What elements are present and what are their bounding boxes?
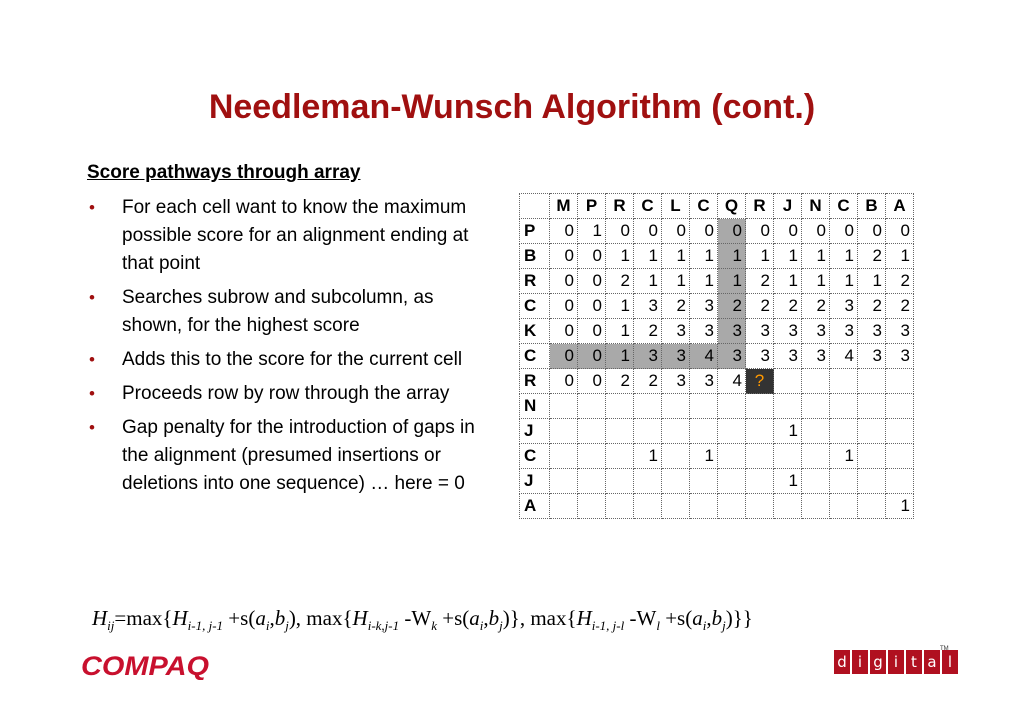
matrix-cell <box>550 419 578 444</box>
bullet-icon: • <box>89 198 95 217</box>
matrix-cell: 1 <box>690 244 718 269</box>
matrix-cell: 0 <box>578 294 606 319</box>
formula-part: )}} <box>725 606 753 630</box>
matrix-cell <box>858 469 886 494</box>
column-header: R <box>606 194 634 219</box>
matrix-cell: 4 <box>830 344 858 369</box>
matrix-cell <box>746 494 774 519</box>
formula-part: i <box>702 618 707 634</box>
matrix-cell: 0 <box>746 219 774 244</box>
compaq-logo-text: COMPAQ <box>81 652 209 680</box>
matrix-cell: 1 <box>606 294 634 319</box>
formula-part: H <box>92 606 108 630</box>
formula-part: k <box>431 618 437 634</box>
matrix-cell <box>690 419 718 444</box>
matrix-cell <box>886 419 914 444</box>
matrix-cell: 3 <box>774 319 802 344</box>
matrix-cell <box>634 419 662 444</box>
matrix-cell: 3 <box>858 344 886 369</box>
highlighted-cell: 2 <box>718 294 746 319</box>
matrix-cell: 1 <box>634 444 662 469</box>
bullet-icon: • <box>89 350 95 369</box>
column-header: M <box>550 194 578 219</box>
matrix-cell: 1 <box>634 244 662 269</box>
formula-part: i-k,j-1 <box>367 618 400 634</box>
matrix-cell: 1 <box>830 444 858 469</box>
matrix-cell <box>802 469 830 494</box>
matrix-cell: 3 <box>746 319 774 344</box>
bullet-icon: • <box>89 288 95 307</box>
matrix-header-row <box>520 194 914 219</box>
formula-part: j <box>285 618 289 634</box>
matrix-cell <box>578 444 606 469</box>
matrix-cell: 3 <box>802 319 830 344</box>
bullet-item <box>87 346 487 374</box>
matrix-cell: 2 <box>606 269 634 294</box>
highlighted-cell: 3 <box>634 344 662 369</box>
matrix-cell: 1 <box>802 244 830 269</box>
digital-logo-letter: g <box>870 650 886 674</box>
matrix-cell: 3 <box>886 319 914 344</box>
current-cell: ? <box>746 369 774 394</box>
row-label: C <box>520 344 550 369</box>
matrix-cell: 0 <box>550 319 578 344</box>
matrix-cell: 2 <box>802 294 830 319</box>
trademark-mark: TM <box>940 646 949 652</box>
matrix-cell: 3 <box>746 344 774 369</box>
digital-logo-letter: a <box>924 650 940 674</box>
bullet-item <box>87 414 487 498</box>
formula-part: -W <box>624 606 657 630</box>
matrix-cell <box>578 469 606 494</box>
matrix-cell: 1 <box>634 269 662 294</box>
column-header: N <box>802 194 830 219</box>
formula-part: i-1, j-l <box>591 618 625 634</box>
formula-part: , <box>483 606 489 630</box>
bullet-item <box>87 194 487 278</box>
matrix-cell <box>746 419 774 444</box>
highlighted-cell: 0 <box>718 219 746 244</box>
slide-title: Needleman-Wunsch Algorithm (cont.) <box>208 88 816 126</box>
matrix-cell: 0 <box>578 244 606 269</box>
highlighted-cell: 4 <box>690 344 718 369</box>
bullet-text: For each cell want to know the maximum possible score for an alignment ending at that point <box>122 197 469 274</box>
digital-logo-letter: t <box>906 650 922 674</box>
matrix-cell <box>718 469 746 494</box>
matrix-cell <box>858 419 886 444</box>
matrix-cell: 1 <box>662 269 690 294</box>
matrix-cell <box>802 494 830 519</box>
formula-part: a <box>692 606 703 630</box>
matrix-cell: 0 <box>550 294 578 319</box>
matrix-cell: 3 <box>802 344 830 369</box>
formula-part: )}, max{ <box>502 606 577 630</box>
matrix-cell <box>746 394 774 419</box>
matrix-cell <box>746 469 774 494</box>
formula-part: i <box>479 618 484 634</box>
matrix-cell: 3 <box>830 319 858 344</box>
matrix-row <box>520 494 914 519</box>
matrix-row <box>520 219 914 244</box>
section-heading: Score pathways through array <box>87 162 361 183</box>
matrix-cell <box>662 494 690 519</box>
matrix-cell: 1 <box>690 269 718 294</box>
matrix-cell: 3 <box>662 369 690 394</box>
highlighted-cell: 0 <box>578 344 606 369</box>
matrix-cell: 2 <box>774 294 802 319</box>
highlighted-cell: 3 <box>662 344 690 369</box>
matrix-cell <box>634 469 662 494</box>
row-label: N <box>520 394 550 419</box>
matrix-cell: 1 <box>774 469 802 494</box>
row-label: B <box>520 244 550 269</box>
formula-part: l <box>656 618 660 634</box>
formula-part: H <box>352 606 368 630</box>
formula-part: H <box>576 606 592 630</box>
matrix-cell <box>550 494 578 519</box>
matrix-cell: 1 <box>774 244 802 269</box>
row-label: C <box>520 294 550 319</box>
matrix-cell: 1 <box>802 269 830 294</box>
highlighted-cell: 3 <box>718 319 746 344</box>
matrix-cell <box>718 394 746 419</box>
highlighted-cell: 3 <box>718 344 746 369</box>
digital-logo-letter: l <box>942 650 958 674</box>
matrix-cell <box>662 444 690 469</box>
matrix-cell <box>830 394 858 419</box>
matrix-cell <box>578 494 606 519</box>
column-header: R <box>746 194 774 219</box>
formula-part: =max{ <box>114 606 173 630</box>
column-header: Q <box>718 194 746 219</box>
matrix-cell <box>774 369 802 394</box>
bullet-text: Gap penalty for the introduction of gaps in the alignment (presumed insertions or deletions into one sequence) … here = 0 <box>122 417 475 494</box>
column-header: C <box>634 194 662 219</box>
matrix-cell: 3 <box>690 369 718 394</box>
matrix-cell: 0 <box>550 369 578 394</box>
bullet-text: Searches subrow and subcolumn, as shown, for the highest score <box>122 287 434 336</box>
formula-part: b <box>488 606 500 630</box>
formula-part: b <box>711 606 723 630</box>
row-label: R <box>520 369 550 394</box>
highlighted-cell: 1 <box>718 269 746 294</box>
row-label: J <box>520 469 550 494</box>
matrix-cell <box>690 494 718 519</box>
formula-part: j <box>499 618 503 634</box>
matrix-cell: 2 <box>662 294 690 319</box>
matrix-row <box>520 294 914 319</box>
matrix-cell <box>690 469 718 494</box>
matrix-row <box>520 244 914 269</box>
matrix-cell: 1 <box>886 244 914 269</box>
matrix-cell <box>830 369 858 394</box>
matrix-cell <box>830 419 858 444</box>
matrix-cell: 3 <box>830 294 858 319</box>
matrix-cell: 2 <box>606 369 634 394</box>
formula-part: +s( <box>659 606 693 630</box>
matrix-cell <box>718 419 746 444</box>
matrix-cell: 1 <box>746 244 774 269</box>
matrix-cell <box>886 369 914 394</box>
matrix-cell: 2 <box>858 244 886 269</box>
matrix-cell: 1 <box>858 269 886 294</box>
matrix-cell <box>718 494 746 519</box>
matrix-row <box>520 394 914 419</box>
matrix-cell <box>858 369 886 394</box>
matrix-cell: 0 <box>634 219 662 244</box>
formula-part: a <box>255 606 266 630</box>
compaq-logo-icon <box>81 652 213 680</box>
matrix-cell <box>690 394 718 419</box>
highlighted-cell: 1 <box>718 244 746 269</box>
matrix-cell: 0 <box>606 219 634 244</box>
formula-part: H <box>172 606 188 630</box>
formula-part: a <box>469 606 480 630</box>
bullet-icon: • <box>89 418 95 437</box>
bullet-list <box>87 194 487 504</box>
matrix-cell: 2 <box>634 319 662 344</box>
matrix-cell: 3 <box>634 294 662 319</box>
matrix-cell: 0 <box>550 219 578 244</box>
compaq-logo <box>81 652 213 685</box>
matrix-cell <box>886 394 914 419</box>
matrix-cell <box>634 394 662 419</box>
matrix-cell: 2 <box>858 294 886 319</box>
matrix-cell: 1 <box>662 244 690 269</box>
digital-logo-letter: d <box>834 650 850 674</box>
matrix-cell: 3 <box>886 344 914 369</box>
matrix-cell <box>662 419 690 444</box>
matrix-cell <box>802 394 830 419</box>
matrix-cell <box>662 469 690 494</box>
matrix-cell: 3 <box>858 319 886 344</box>
matrix-cell <box>774 444 802 469</box>
matrix-cell <box>550 394 578 419</box>
column-header: C <box>830 194 858 219</box>
matrix-cell: 3 <box>690 294 718 319</box>
matrix-row <box>520 269 914 294</box>
matrix-cell <box>718 444 746 469</box>
formula-part: i-1, j-1 <box>187 618 224 634</box>
row-label: R <box>520 269 550 294</box>
digital-logo <box>834 650 960 674</box>
matrix-cell <box>550 444 578 469</box>
matrix-cell <box>774 394 802 419</box>
matrix-cell: 2 <box>746 294 774 319</box>
formula-part: +s( <box>436 606 470 630</box>
digital-logo-letter: i <box>888 650 904 674</box>
matrix-row <box>520 319 914 344</box>
matrix-cell: 3 <box>690 319 718 344</box>
row-label: K <box>520 319 550 344</box>
column-header: J <box>774 194 802 219</box>
matrix-cell: 1 <box>774 269 802 294</box>
matrix-cell: 3 <box>662 319 690 344</box>
matrix-cell <box>802 419 830 444</box>
matrix-cell: 0 <box>578 369 606 394</box>
matrix-cell <box>802 369 830 394</box>
column-header: C <box>690 194 718 219</box>
matrix-cell <box>886 444 914 469</box>
matrix-cell <box>606 444 634 469</box>
matrix-cell: 1 <box>578 219 606 244</box>
matrix-cell <box>858 394 886 419</box>
row-label: A <box>520 494 550 519</box>
matrix-cell <box>830 494 858 519</box>
matrix-row <box>520 344 914 369</box>
digital-logo-letter: i <box>852 650 868 674</box>
matrix-cell: 2 <box>886 294 914 319</box>
column-header: A <box>886 194 914 219</box>
matrix-cell <box>606 469 634 494</box>
formula-part: ), max{ <box>288 606 353 630</box>
matrix-cell <box>774 494 802 519</box>
column-header: B <box>858 194 886 219</box>
matrix-cell: 0 <box>886 219 914 244</box>
row-label: J <box>520 419 550 444</box>
matrix-cell: 2 <box>634 369 662 394</box>
formula-part: , <box>269 606 275 630</box>
matrix-cell: 0 <box>550 269 578 294</box>
matrix-cell: 2 <box>886 269 914 294</box>
matrix-cell: 4 <box>718 369 746 394</box>
matrix-cell <box>606 494 634 519</box>
formula-part: j <box>722 618 726 634</box>
matrix-cell <box>606 394 634 419</box>
matrix-cell: 3 <box>774 344 802 369</box>
row-label: P <box>520 219 550 244</box>
matrix-row <box>520 444 914 469</box>
matrix-cell <box>634 494 662 519</box>
matrix-cell: 0 <box>690 219 718 244</box>
column-header: P <box>578 194 606 219</box>
matrix-cell: 0 <box>578 319 606 344</box>
matrix-cell <box>550 469 578 494</box>
matrix-cell <box>830 469 858 494</box>
highlighted-cell: 1 <box>606 344 634 369</box>
matrix-cell: 0 <box>774 219 802 244</box>
matrix-cell <box>578 419 606 444</box>
matrix-cell: 1 <box>690 444 718 469</box>
matrix-corner-cell <box>520 194 550 219</box>
matrix-cell: 0 <box>578 269 606 294</box>
matrix-cell <box>606 419 634 444</box>
formula-part: ij <box>107 618 115 634</box>
bullet-item <box>87 380 487 408</box>
highlighted-cell: 0 <box>550 344 578 369</box>
formula-part: b <box>274 606 286 630</box>
matrix-cell: 0 <box>858 219 886 244</box>
formula-part: , <box>706 606 712 630</box>
matrix-cell: 0 <box>802 219 830 244</box>
bullet-text: Proceeds row by row through the array <box>122 383 450 404</box>
matrix-cell: 2 <box>746 269 774 294</box>
formula-part: -W <box>399 606 432 630</box>
row-label: C <box>520 444 550 469</box>
matrix-cell <box>662 394 690 419</box>
column-header: L <box>662 194 690 219</box>
recurrence-formula <box>92 606 753 634</box>
bullet-text: Adds this to the score for the current cell <box>122 349 463 370</box>
matrix-cell: 0 <box>550 244 578 269</box>
matrix-cell: 0 <box>830 219 858 244</box>
formula-part: +s( <box>223 606 256 630</box>
score-matrix <box>519 193 914 519</box>
bullet-item <box>87 284 487 340</box>
matrix-cell <box>858 494 886 519</box>
matrix-cell: 1 <box>830 244 858 269</box>
matrix-cell: 1 <box>606 319 634 344</box>
matrix-cell <box>746 444 774 469</box>
matrix-cell <box>886 469 914 494</box>
formula-part: i <box>265 618 270 634</box>
matrix-cell <box>858 444 886 469</box>
bullet-icon: • <box>89 384 95 403</box>
matrix-cell: 1 <box>830 269 858 294</box>
matrix-cell: 1 <box>886 494 914 519</box>
matrix-cell: 1 <box>774 419 802 444</box>
matrix-cell <box>578 394 606 419</box>
matrix-row <box>520 469 914 494</box>
matrix-cell <box>802 444 830 469</box>
matrix-row <box>520 419 914 444</box>
matrix-row <box>520 369 914 394</box>
matrix-cell: 1 <box>606 244 634 269</box>
matrix-cell: 0 <box>662 219 690 244</box>
